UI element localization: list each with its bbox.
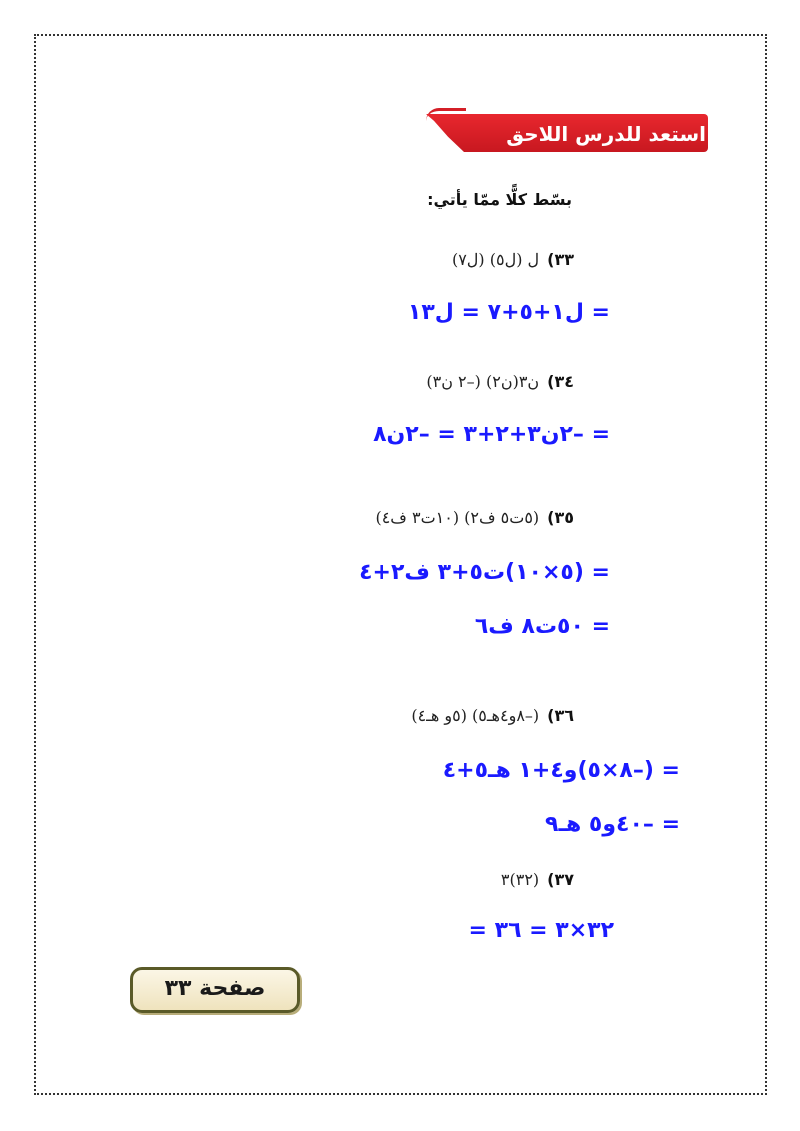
answer-35-line-2: = ٥٠ت٨ ف٦ [474, 614, 610, 639]
answer-33-line-1: = ل١+٥+٧ = ل١٣ [407, 300, 610, 325]
problem-expression: (–٨و٤هـ٥) (٥و هـ٤) [411, 706, 540, 725]
problem-expression: ن٣(ن٢) (–٢ ن٣) [426, 372, 540, 391]
problem-37 [501, 870, 574, 889]
problem-number: ٣٣) [547, 250, 574, 269]
problem-number: ٣٥) [547, 508, 574, 527]
answer-36-line-2: = –٤٠و٥ هـ٩ [545, 812, 680, 837]
problem-expression: (٣٢)٣ [500, 870, 540, 889]
answer-36-line-1: = (–٨×٥)و٤+١ هـ٥+٤ [442, 758, 680, 783]
problem-35 [375, 508, 574, 527]
answer-35-line-1: = (٥×١٠)ت٥+٣ ف٢+٤ [359, 560, 610, 585]
problem-number: ٣٤) [547, 372, 574, 391]
problem-36 [411, 706, 574, 725]
problem-expression: (٥ت٥ ف٢) (١٠ت٣ ف٤) [375, 508, 540, 527]
answer-37-line-1: = ٣٢×٣ = ٣٦ [468, 918, 614, 943]
problem-33 [452, 250, 574, 269]
problem-34 [426, 372, 574, 391]
section-title: استعد للدرس اللاحق [506, 122, 706, 146]
problem-number: ٣٧) [547, 870, 574, 889]
problem-number: ٣٦) [547, 706, 574, 725]
problem-expression: ل (ل٥) (ل٧) [451, 250, 540, 269]
answer-34-line-1: = –٢ن٣+٢+٣ = –٢ن٨ [373, 422, 610, 447]
page-number-label: صفحة ٣٣ [164, 976, 266, 1001]
instruction-text: بسّط كلًّا ممّا يأتي: [427, 190, 572, 209]
